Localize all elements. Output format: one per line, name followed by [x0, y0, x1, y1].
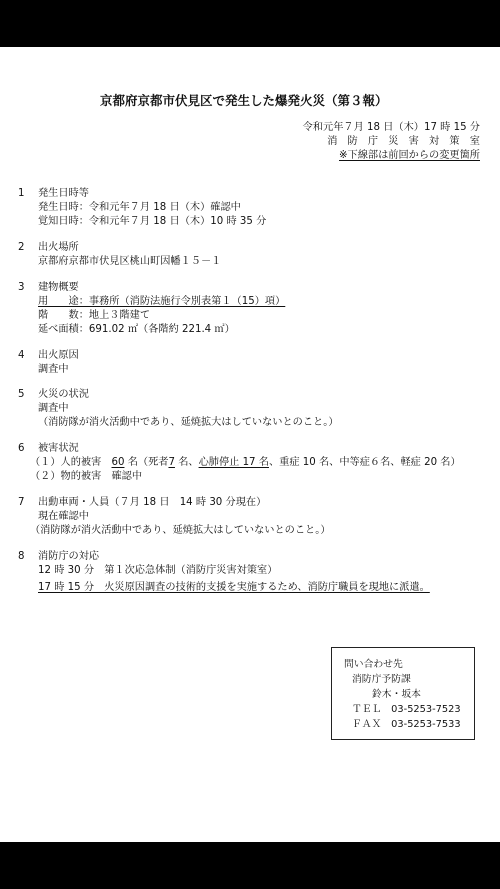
section-heading-response: 消防庁の対応: [38, 551, 100, 562]
section-number: 4: [18, 350, 25, 361]
fire-status: 調査中: [38, 403, 69, 414]
building-use: 用 途：事務所（消防法施行令別表第１（15）項）: [38, 296, 286, 307]
section-number: 8: [18, 551, 25, 562]
occurrence-time: 発生日時：令和元年７月 18 日（木）確認中: [38, 202, 241, 213]
change-note: ※下線部は前回からの変更箇所: [339, 150, 480, 161]
issuer: 消 防 庁 災 害 対 策 室: [327, 136, 480, 147]
cardiac-arrest-count: 心肺停止 17 名: [198, 457, 269, 468]
human-damage: [30, 457, 461, 469]
section-number: 6: [18, 443, 25, 454]
section-heading-building: 建物概要: [38, 282, 79, 293]
section-heading-status: 火災の状況: [38, 389, 89, 400]
fire-status-detail: （消防隊が消火活動中であり、延焼拡大はしていないとのこと。）: [38, 417, 339, 428]
document-title: 京都府京都市伏見区で発生した爆発火災（第３報）: [100, 93, 388, 108]
contact-department: 消防庁予防課: [352, 674, 411, 685]
human-damage-label: （１）人的被害: [30, 457, 112, 468]
section-number: 1: [18, 188, 25, 199]
contact-heading: 問い合わせ先: [344, 659, 403, 670]
death-count: 7: [168, 457, 175, 468]
floor-area: 延べ面積：691.02 ㎡（各階約 221.4 ㎡）: [38, 324, 235, 335]
injury-breakdown: 、重症 10 名、中等症６名、軽症 20 名）: [268, 457, 461, 468]
fire-cause: 調査中: [38, 364, 69, 375]
dispatch-detail: （消防隊が消火活動中であり、延焼拡大はしていないとのこと。）: [30, 525, 331, 536]
text-fragment: 名、: [174, 457, 199, 468]
text-fragment: 名（死者: [124, 457, 169, 468]
report-datetime: 令和元年７月 18 日（木）17 時 15 分: [302, 122, 480, 133]
contact-tel: ＴＥＬ 03-5253-7523: [352, 704, 461, 715]
section-number: 3: [18, 282, 25, 293]
section-heading-damage: 被害状況: [38, 443, 79, 454]
building-floors: 階 数：地上３階建て: [38, 310, 151, 321]
section-heading-dispatch: 出動車両・人員（７月 18 日 14 時 30 分現在）: [38, 497, 267, 508]
section-number: 5: [18, 389, 25, 400]
dispatch-status: 現在確認中: [38, 511, 89, 522]
contact-box: [331, 647, 475, 740]
section-number: 7: [18, 497, 25, 508]
contact-fax: ＦＡＸ 03-5253-7533: [352, 719, 461, 730]
document-page: [0, 47, 500, 842]
contact-names: 鈴木・坂本: [372, 689, 421, 700]
section-heading-location: 出火場所: [38, 242, 79, 253]
section-heading-occurrence: 発生日時等: [38, 188, 89, 199]
response-item-1: 12 時 30 分 第１次応急体制（消防庁災害対策室）: [38, 565, 278, 576]
section-heading-cause: 出火原因: [38, 350, 79, 361]
section-number: 2: [18, 242, 25, 253]
response-item-2: 17 時 15 分 火災原因調査の技術的支援を実施するため、消防庁職員を現地に派遣。: [38, 582, 430, 593]
detection-time: 覚知日時：令和元年７月 18 日（木）10 時 35 分: [38, 216, 267, 227]
fire-location: 京都府京都市伏見区桃山町因幡１５－１: [38, 256, 222, 267]
casualty-count: 60: [111, 457, 125, 468]
property-damage: （２）物的被害 確認中: [30, 471, 143, 482]
